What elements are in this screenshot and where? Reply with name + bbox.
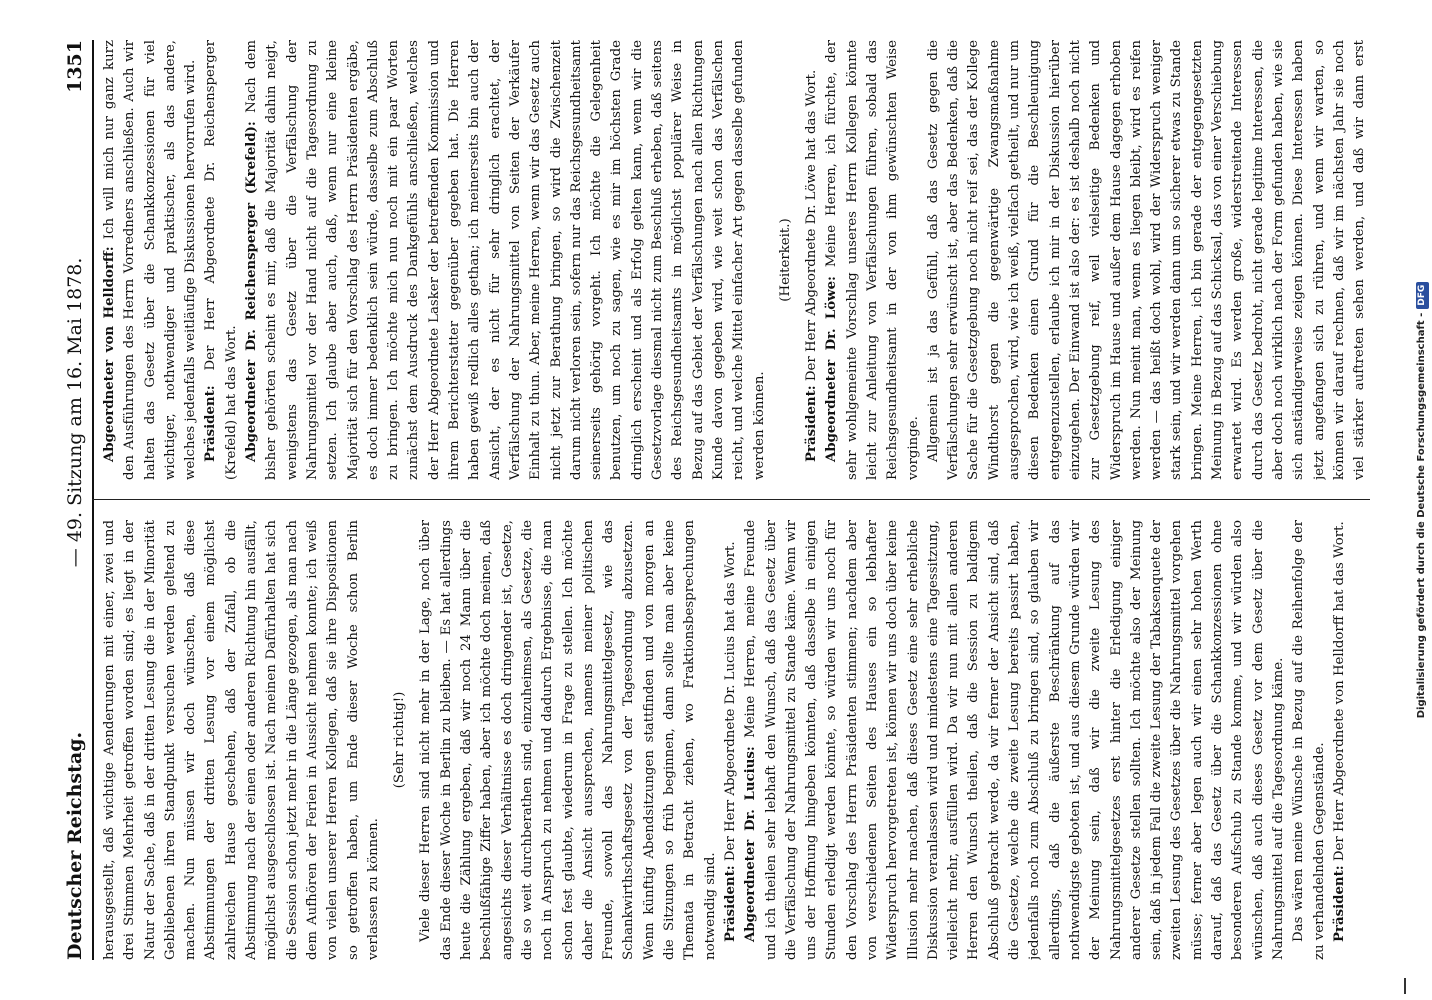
credit-text: Digitalisierung gefördert durch die Deutsche Forschungsgemeinschaft - <box>1416 312 1427 719</box>
paragraph-text: Ich will mich nur ganz kurz den Ausführungen des Herrn Vorredners anschließen. Auch wir halten das Gesetz über die Schankkonzessionen für viel wichtiger, nothwendiger und praktischer, als das andere, welches jedenfalls weitläufige Diskussionen hervorrufen wird. <box>102 40 199 480</box>
speaker-name: Präsident: <box>722 865 738 942</box>
session-title: — 49. Sitzung am 16. Mai 1878. <box>64 257 86 568</box>
paragraph <box>721 520 741 960</box>
paragraph-text: herausgestellt, daß wichtige Aenderungen mit einer, zwei und drei Stimmen Mehrheit getroffen worden sind; es liegt in der Natur der Sache, daß in der dritten Lesung die in der Minorität Gebliebenen ihren Standpunkt versuchen werden geltend zu machen. Nun müssen wir doch wünschen, daß diese Abstimmungen der dritten Lesung vor einem möglichst zahlreichen Hause geschehen, daß der Zufall, ob die Abstimmung nach der einen oder anderen Richtung hin ausfällt, möglichst ausgeschlossen ist. Nach meinen Dafürhalten hat sich die Session schon jetzt mehr in die Länge gezogen, als man nach dem Aufhören der Ferien in Aussicht nehmen konnte; ich weiß von vielen unserer Herren Kollegen, daß sie ihre Dispositionen so getroffen haben, um Ende dieser Woche schon Berlin verlassen zu können. <box>102 520 381 960</box>
paragraph-text: Der Herr Abgeordnete Dr. Lucius hat das Wort. <box>722 541 738 862</box>
paragraph <box>242 40 770 480</box>
paragraph-text: Der Herr Abgeordnete Dr. Löwe hat das Wort. <box>804 69 820 382</box>
paragraph <box>802 40 822 480</box>
speaker-name: Abgeordneter Dr. Lucius: <box>743 746 759 942</box>
interjection <box>776 40 796 480</box>
paragraph-text: Meine Herren, meine Freunde und ich theilen sehr lebhaft den Wunsch, daß das Gesetz über die Verfälschung der Nahrungsmittel zu Stande käme. Wenn wir uns der Hoffnung hingeben könnten, daß dasselbe in einigen Stunden erledigt werden könnte, so würden wir uns noch für den Vorschlag des Herrn Präsidenten stimmen; nachdem aber von verschiedenen Seiten des Hauses ein so lebhafter Widerspruch hervorgetreten ist, können wir uns doch über keine Illusion mehr machen, daß dieses Gesetz eine sehr erhebliche Diskussion veranlassen wird und mindestens eine Tagessitzung, vielleicht mehr, ausfüllen wird. Da wir nun mit allen anderen Herren den Wunsch theilen, daß die Session zu baldigem Abschluß gebracht werde, da wir ferner der Ansicht sind, daß die Gesetze, welche die zweite Lesung bereits passirt haben, jedenfalls noch zum Abschluß zu bringen sind, so glauben wir allerdings, daß die äußerste Beschränkung auf das nothwendigste geboten ist, und aus diesem Grunde würden wir der Meinung sein, daß wir die zweite Lesung des Nahrungsmittelgesetzes erst hinter die Erledigung einiger anderer Gesetze stellen sollten. Ich möchte also der Meinung sein, daß in jedem Fall die zweite Lesung der Tabaksenquete der zweiten Lesung des Gesetzes über die Nahrungsmittel vorgehen müsse; ferner aber legen auch wir einen sehr hohen Werth darauf, daß das Gesetz über die Schankkonzessionen ohne besonderen Aufschub zu Stande komme, und wir würden also wünschen, daß auch dieses Gesetz vor dem Gesetz über die Nahrungsmittel auf die Tagesordnung käme. <box>743 520 1286 960</box>
paragraph-text: (Heiterkeit.) <box>777 218 793 302</box>
paragraph-text: Das wären meine Wünsche in Bezug auf die Reihenfolge der zu verhandelnden Gegenstände. <box>1291 520 1327 960</box>
page-number: 1351 <box>64 40 86 93</box>
paragraph <box>741 520 1289 960</box>
speaker-name: Präsident: <box>804 385 820 462</box>
paragraph <box>416 520 720 960</box>
paragraph-text: (Sehr richtig!) <box>392 691 408 789</box>
paragraph <box>1330 520 1350 960</box>
paragraph <box>201 40 242 480</box>
paragraph-text: Allgemein ist ja das Gefühl, daß das Gesetz gegen die Verfälschungen sehr erwünscht ist, aber das Bedenken, daß die Sache für die Gesetzgebung noch nicht reif sei, das der Kollege Windthorst gegen die gegenwärtige Zwangsmaßnahme ausgesprochen, wird, wie ich weiß, vielfach getheilt, und nur um diesen Bedenken einen Grund für die Beschleunigung entgegenzustellen, erlaube ich mir in der Diskussion hierüber einzugehen. Der Einwand ist also der: es ist deshalb noch nicht zur Gesetzgebung reif, weil vielseitige Bedenken und Widerspruch im Hause und außer dem Hause dagegen erhoben werden. Nun meint man, wenn es liegen bleibt, wird es reifen werden — das heißt doch wohl, wird der Widerspruch weniger stark sein, und wir werden dann um so sicherer etwas zu Stande bringen. Meine Herren, ich bin gerade der entgegengesetzten Meinung in Bezug auf das Schicksal, das von einer Verschiebung erwartet wird. Es werden große, widerstreitende Interessen durch das Gesetz bedroht, nicht gerade legitime Interessen, die aber doch noch wirklich nach der Form gefunden haben, wie sie sich anständigerweise zeigen können. Diese Interessen haben jetzt angefangen sich zu rühren, und wenn wir warten, so können wir darauf rechnen, daß wir im nächsten Jahr sie noch viel stärker auftreten sehen werden, und daß wir dann erst <box>925 40 1368 480</box>
paragraph <box>100 40 201 480</box>
paragraph-text: Der Herr Abgeordnete von Helldorff hat das Wort. <box>1331 521 1347 862</box>
paragraph <box>1289 520 1330 960</box>
journal-title: Deutscher Reichstag. <box>64 731 86 960</box>
paragraph-text: Nach dem bisher gehörten scheint es mir, daß die Majorität dahin neigt, wenigstens das Gesetz über die Verfälschung der Nahrungsmittel vor der Hand nicht auf die Tagesordnung zu setzen. Ich glaube aber auch, daß, wenn nur eine kleine Majorität sich für den Vorschlag des Herrn Präsidenten ergäbe, es doch immer bedenklich sein würde, dasselbe zum Abschluß zu bringen. Ich möchte mich nun noch mit ein paar Worten zunächst dem Ausdruck des Dankgefühls anschließen, welches der Herr Abgeordnete Lasker der betreffenden Kommission und ihrem Berichterstatter gegenüber gegeben hat. Die Herren haben gewiß redlich alles gethan; ich meinerseits bin auch der Ansicht, der es nicht für sehr dringlich erachtet, der Verfälschung der Nahrungsmittel von Seiten der Verkäufer Einhalt zu thun. Aber, meine Herren, wenn wir das Gesetz auch nicht jetzt zur Berathung bringen, so wird die Zwischenzeit darum nicht verloren sein, sofern nur das Reichsgesundheitsamt seinerseits gehörig vorgeht. Ich möchte die Gelegenheit benutzen, um noch zu sagen, wie es mir im höchsten Grade dringlich erscheint und als Erfolg gelten kann, wenn wir die Gesetzvorlage diesmal nicht zum Beschluß erheben, daß seitens des Reichsgesundheitsamts in möglichst populärer Weise in Bezug auf das Gebiet der Verfälschungen nach allen Richtungen Kunde davon gegeben wird, wie weit schon das Verfälschen reicht, und welche Mittel einfacher Art gegen dasselbe gefunden werden können. <box>244 40 767 480</box>
speaker-name: Abgeordneter Dr. Löwe: <box>824 276 840 462</box>
paragraph <box>924 40 1370 480</box>
paragraph-text: Viele dieser Herren sind nicht mehr in der Lage, noch über das Ende dieser Woche in Berlin zu bleiben. — Es hat allerdings heute die Zählung ergeben, daß wir noch 24 Mann über die beschlußfähige Ziffer haben, aber ich möchte doch meinen, daß angesichts dieser Verhältnisse es doch dringender ist, Gesetze, die so weit durchberathen sind, einzuheimsen, als Gesetze, die noch in Anspruch zu nehmen und dadurch Ergebnisse, die man schon fest glaubte, wiederum in Frage zu stellen. Ich möchte daher die Ansicht aussprechen, namens meiner politischen Freunde, sowohl das Nahrungsmittelgesetz, wie das Schankwirthschaftsgesetz von der Tagesordnung abzusetzen. Wenn künftig Abendsitzungen stattfinden und von morgen an die Sitzungen so früh beginnen, dann sollte man aber keine Themata in Betracht ziehen, wo Fraktionsbesprechungen notwendig sind. <box>418 520 718 960</box>
left-column <box>100 520 1370 960</box>
speaker-name: Präsident: <box>203 385 219 462</box>
paragraph-text: Der Herr Abgeordnete Dr. Reichensperger (Krefeld) hat das Wort. <box>203 40 239 480</box>
column-divider <box>92 499 1370 500</box>
paragraph <box>100 520 384 960</box>
right-column <box>100 40 1370 480</box>
interjection <box>390 520 410 960</box>
digitization-credit <box>1412 0 1432 1000</box>
paragraph-text: Meine Herren, ich fürchte, der sehr wohlgemeinte Vorschlag unseres Herrn Kollegen könnte leicht zur Anleitung von Verfälschungen führen, sobald das Reichsgesundheitsamt in der von ihm gewünschten Weise vorginge. <box>824 40 921 480</box>
header-rule <box>92 40 94 960</box>
page-header <box>46 0 86 1000</box>
speaker-name: Präsident: <box>1331 865 1347 942</box>
scan-mark <box>1404 978 1406 994</box>
dfg-logo: DFG <box>1416 282 1429 309</box>
paragraph <box>822 40 923 480</box>
speaker-name: Abgeordneter von Helldorff: <box>102 246 117 462</box>
speaker-name: Abgeordneter Dr. Reichensperger (Krefeld): <box>244 121 260 462</box>
